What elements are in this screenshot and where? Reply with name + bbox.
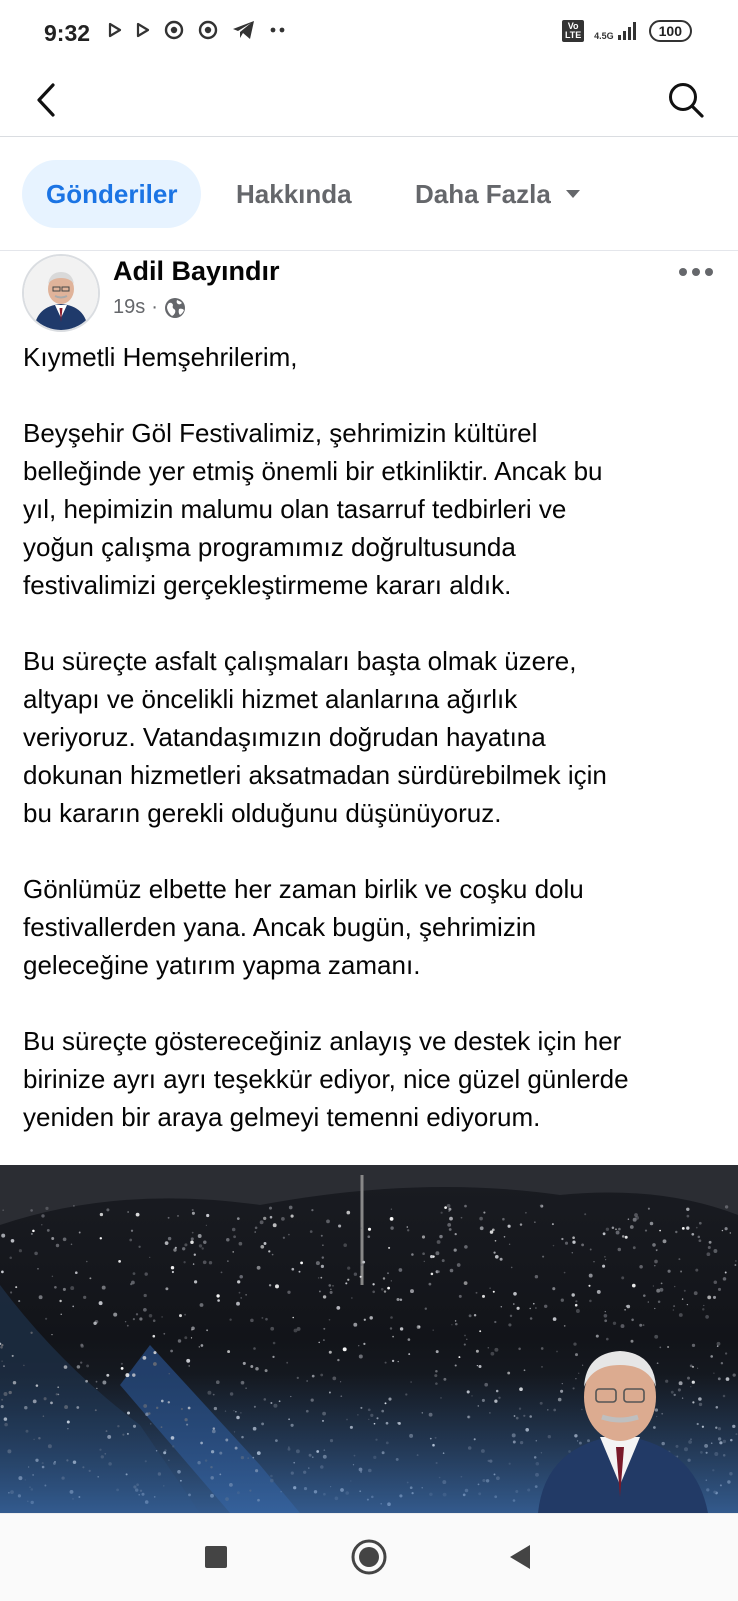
- post-meta: [113, 296, 186, 319]
- globe-icon: [164, 297, 186, 319]
- post-line: dokunan hizmetleri aksatmadan sürdürebilmek için: [23, 760, 607, 790]
- play-icon: [136, 22, 150, 38]
- post-time[interactable]: 19s: [113, 296, 146, 318]
- back-triangle-icon: [508, 1543, 532, 1571]
- chrome-icon: [164, 20, 184, 40]
- battery-indicator: 100: [649, 20, 692, 42]
- square-icon: [204, 1545, 228, 1569]
- network-type: 4.5G: [594, 31, 614, 41]
- back-arrow-icon: [35, 82, 57, 118]
- tab-label: Daha Fazla: [415, 179, 551, 209]
- play-icon: [108, 22, 122, 38]
- post-line: festivallerden yana. Ancak bugün, şehrimizin: [23, 912, 537, 942]
- dot: [705, 268, 713, 276]
- post-line: Beyşehir Göl Festivalimiz, şehrimizin kültürel: [23, 418, 538, 448]
- search-icon: [667, 81, 705, 119]
- system-status: [562, 20, 692, 42]
- tab-label: Hakkında: [236, 179, 352, 209]
- meta-separator: ·: [151, 296, 158, 318]
- home-circle-icon: [350, 1538, 388, 1576]
- search-button[interactable]: [662, 76, 710, 124]
- status-time: 9:32: [44, 20, 91, 46]
- post-line: birinize ayrı ayrı teşekkür ediyor, nice güzel günlerde: [23, 1064, 629, 1094]
- chrome-icon: [198, 20, 218, 40]
- back-button[interactable]: [26, 76, 66, 124]
- tab-more[interactable]: [415, 160, 581, 228]
- post-line: bu kararın gerekli olduğunu düşünüyoruz.: [23, 798, 502, 828]
- tab-about[interactable]: [236, 160, 352, 228]
- post-line: Bu süreçte göstereceğiniz anlayış ve destek için her: [23, 1026, 622, 1056]
- top-app-bar: [0, 68, 738, 137]
- post-line: veriyoruz. Vatandaşımızın doğrudan hayatına: [23, 722, 546, 752]
- system-navigation-bar: [0, 1513, 738, 1601]
- post-line: yeniden bir araya gelmeyi temenni ediyorum.: [23, 1102, 541, 1132]
- recent-apps-button[interactable]: [186, 1532, 246, 1582]
- author-avatar[interactable]: [22, 254, 100, 332]
- post-line: Kıymetli Hemşehrilerim,: [23, 342, 298, 372]
- notification-icons: [108, 20, 286, 40]
- festival-crowd-image: [0, 1165, 738, 1513]
- post-text: [23, 338, 723, 1136]
- telegram-icon: [232, 20, 256, 40]
- tab-label: Gönderiler: [46, 179, 178, 209]
- author-name[interactable]: Adil Bayındır: [113, 256, 280, 286]
- home-button[interactable]: [339, 1532, 399, 1582]
- avatar-image: [24, 256, 98, 330]
- dot: [692, 268, 700, 276]
- post-photo[interactable]: [0, 1165, 738, 1513]
- more-dots-icon: [270, 27, 286, 33]
- post-line: Bu süreçte asfalt çalışmaları başta olmak üzere,: [23, 646, 577, 676]
- status-bar: [0, 0, 738, 68]
- post-line: yoğun çalışma programımız doğrultusunda: [23, 532, 516, 562]
- dot: [679, 268, 687, 276]
- post-line: altyapı ve öncelikli hizmet alanlarına ağırlık: [23, 684, 518, 714]
- caret-down-icon: [565, 189, 581, 199]
- post-line: festivalimizi gerçekleştirmeme kararı aldık.: [23, 570, 512, 600]
- volte-badge: Vo LTE: [562, 20, 584, 42]
- signal-indicator: [594, 21, 639, 41]
- post-options-button[interactable]: [674, 258, 718, 286]
- profile-tabs: [0, 138, 738, 251]
- post-line: belleğinde yer etmiş önemli bir etkinliktir. Ancak bu: [23, 456, 603, 486]
- post-line: yıl, hepimizin malumu olan tasarruf tedbirleri ve: [23, 494, 567, 524]
- post-line: geleceğine yatırım yapma zamanı.: [23, 950, 421, 980]
- tab-posts[interactable]: [22, 160, 201, 228]
- post-line: Gönlümüz elbette her zaman birlik ve coşku dolu: [23, 874, 584, 904]
- back-nav-button[interactable]: [490, 1532, 550, 1582]
- signal-icon: [617, 21, 639, 41]
- post-header: [0, 252, 738, 340]
